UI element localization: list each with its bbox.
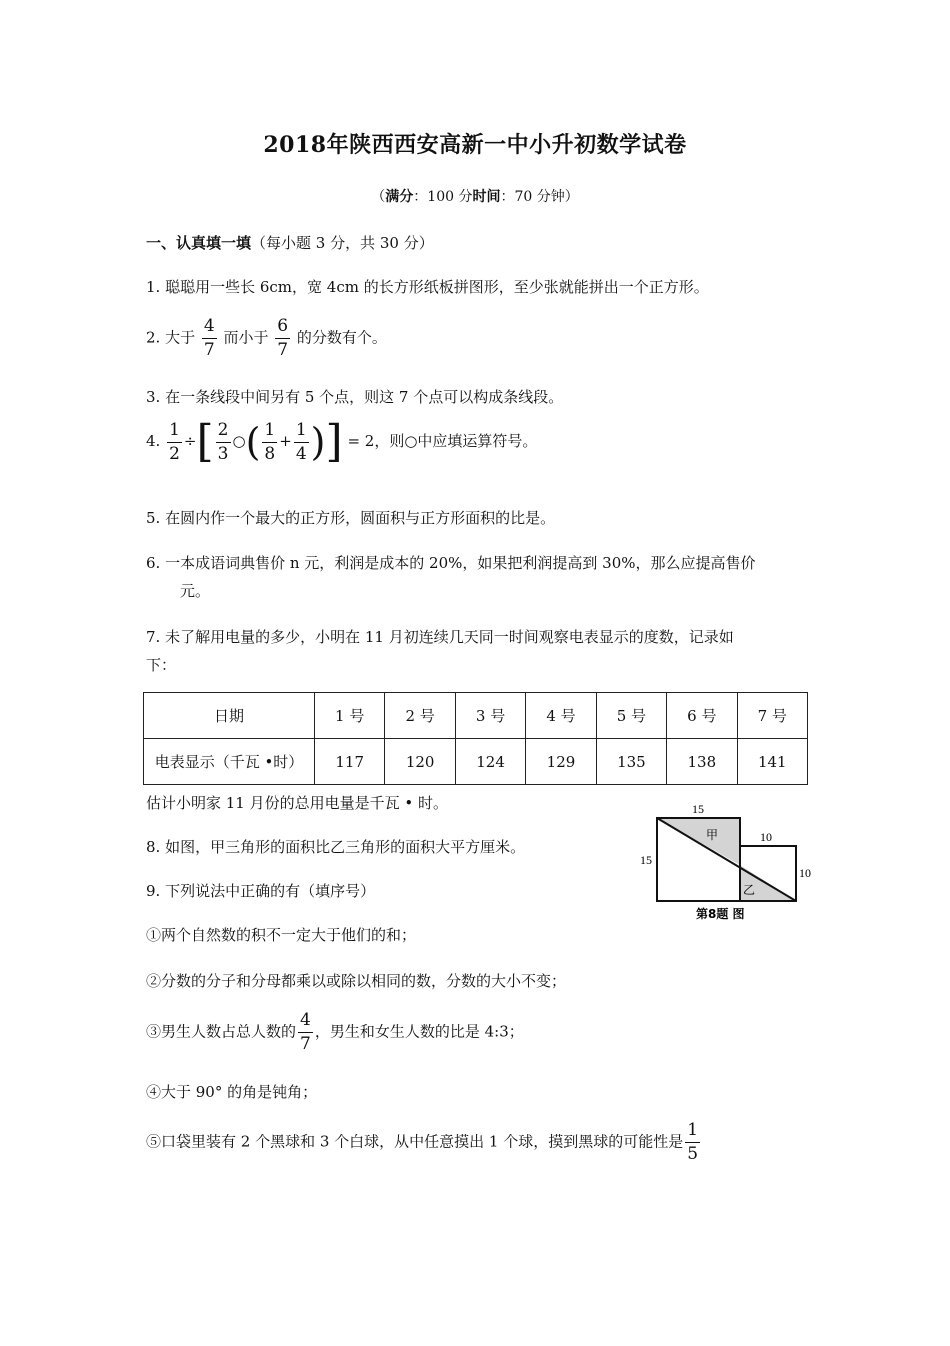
label-top-15: 15 <box>692 802 704 816</box>
question-3: 3. 在一条线段中间另有 5 个点，则这 7 个点可以构成条线段。 <box>146 388 564 406</box>
table-header-reading: 电表显示（千瓦 •时） <box>144 739 315 785</box>
time-label: 时间 <box>472 189 501 205</box>
fraction-1-4 <box>294 419 309 464</box>
fraction-denominator: 7 <box>203 340 215 360</box>
question-8: 8. 如图，甲三角形的面积比乙三角形的面积大平方厘米。 <box>146 838 526 856</box>
table-cell-reading: 141 <box>737 739 807 785</box>
fraction-denominator: 4 <box>295 443 307 464</box>
left-bracket: [ <box>196 416 214 467</box>
label-left-15: 15 <box>640 853 652 867</box>
fraction-1-2 <box>167 419 182 464</box>
table-row <box>144 693 808 739</box>
table-cell-reading: 129 <box>526 739 596 785</box>
question-4-suffix: = 2，则○中应填运算符号。 <box>347 432 538 450</box>
fraction-denominator: 5 <box>687 1144 699 1164</box>
question-2 <box>146 318 387 359</box>
operator-circle: ○ <box>232 432 246 450</box>
fraction-denominator: 8 <box>264 443 276 464</box>
section-note: （每小题 3 分，共 30 分） <box>251 234 434 252</box>
table-cell-reading: 124 <box>455 739 525 785</box>
question-5: 5. 在圆内作一个最大的正方形，圆面积与正方形面积的比是。 <box>146 509 556 527</box>
time-value: ：70 分钟 <box>500 189 565 205</box>
fraction-1-8 <box>262 419 277 464</box>
plus-sign: + <box>279 432 292 450</box>
question-4-prefix: 4. <box>146 432 161 450</box>
electricity-table <box>143 692 808 785</box>
right-bracket: ] <box>325 416 343 467</box>
fraction-numerator: 4 <box>203 316 215 336</box>
question-6-line-1: 6. 一本成语词典售价 n 元，利润是成本的 20%，如果把利润提高到 30%，那么应提高售价 <box>146 554 756 572</box>
statement-3-suffix: ，男生和女生人数的比是 4:3； <box>314 1022 524 1041</box>
fraction-denominator: 7 <box>277 340 289 360</box>
fraction-numerator: 2 <box>217 419 229 440</box>
table-cell-reading: 135 <box>596 739 666 785</box>
question-2-suffix: 的分数有个。 <box>296 328 387 347</box>
table-cell-reading: 117 <box>315 739 385 785</box>
fraction-numerator: 6 <box>277 316 289 336</box>
statement-1: ①两个自然数的积不一定大于他们的和； <box>146 926 417 944</box>
table-cell-day: 3 号 <box>455 693 525 739</box>
table-cell-day: 1 号 <box>315 693 385 739</box>
label-small-top-10: 10 <box>760 830 772 844</box>
fraction-6-7 <box>275 318 290 359</box>
fraction-numerator: 1 <box>169 419 180 440</box>
fraction-numerator: 1 <box>295 419 307 440</box>
question-7-line-2: 下： <box>146 656 177 674</box>
question-2-middle: 而小于 <box>223 328 269 347</box>
exam-info <box>0 186 950 206</box>
fraction-numerator: 1 <box>687 1120 699 1140</box>
fraction-denominator: 7 <box>300 1034 311 1054</box>
fraction-4-7 <box>202 318 217 359</box>
section-heading <box>146 232 434 253</box>
table-cell-reading: 138 <box>667 739 737 785</box>
left-paren: ( <box>245 420 261 464</box>
figure-caption: 第8题 图 <box>696 907 745 921</box>
table-header-date: 日期 <box>144 693 315 739</box>
label-jia: 甲 <box>706 828 719 842</box>
question-9: 9. 下列说法中正确的有（填序号） <box>146 882 376 900</box>
statement-2: ②分数的分子和分母都乘以或除以相同的数，分数的大小不变； <box>146 972 567 990</box>
fraction-denominator: 2 <box>169 443 180 464</box>
statement-5-prefix: ⑤口袋里装有 2 个黑球和 3 个白球，从中任意摸出 1 个球，摸到黑球的可能性是 <box>146 1132 684 1151</box>
fraction-numerator: 4 <box>300 1010 311 1030</box>
divide-sign: ÷ <box>183 432 197 450</box>
statement-3 <box>146 1012 524 1053</box>
table-cell-reading: 120 <box>385 739 455 785</box>
question-1: 1. 聪聪用一些长 6cm，宽 4cm 的长方形纸板拼图形，至少张就能拼出一个正方形。 <box>146 278 709 296</box>
table-cell-day: 5 号 <box>596 693 666 739</box>
question-7-line-1: 7. 未了解用电量的多少，小明在 11 月初连续几天同一时间观察电表显示的度数，记录如 <box>146 628 734 646</box>
page-title: 2018年陕西西安高新一中小升初数学试卷 <box>263 132 687 158</box>
statement-3-prefix: ③男生人数占总人数的 <box>146 1022 297 1041</box>
label-small-right-10: 10 <box>799 866 811 880</box>
table-cell-day: 7 号 <box>737 693 807 739</box>
exam-info-open: （ <box>371 189 386 205</box>
fraction-denominator: 3 <box>217 443 229 464</box>
fraction-4-7 <box>298 1012 313 1053</box>
fraction-2-3 <box>216 419 231 464</box>
fraction-1-5 <box>685 1122 700 1163</box>
section-title: 一、认真填一填 <box>146 234 252 252</box>
question-2-prefix: 2. 大于 <box>146 328 196 347</box>
table-cell-day: 2 号 <box>385 693 455 739</box>
right-paren: ) <box>310 420 326 464</box>
statement-5 <box>146 1122 702 1163</box>
label-yi: 乙 <box>743 883 756 897</box>
table-cell-day: 6 号 <box>667 693 737 739</box>
score-label: 满分 <box>385 189 414 205</box>
question-6-line-2: 元。 <box>180 582 211 600</box>
question-7-answer-line: 估计小明家 11 月份的总用电量是千瓦 • 时。 <box>146 794 449 812</box>
table-row <box>144 739 808 785</box>
statement-4: ④大于 90° 的角是钝角； <box>146 1083 318 1101</box>
fraction-numerator: 1 <box>264 419 276 440</box>
table-cell-day: 4 号 <box>526 693 596 739</box>
figure-question-8 <box>640 798 820 928</box>
exam-info-close: ） <box>564 189 579 205</box>
score-value: ：100 分 <box>413 189 473 205</box>
question-4 <box>146 416 538 467</box>
